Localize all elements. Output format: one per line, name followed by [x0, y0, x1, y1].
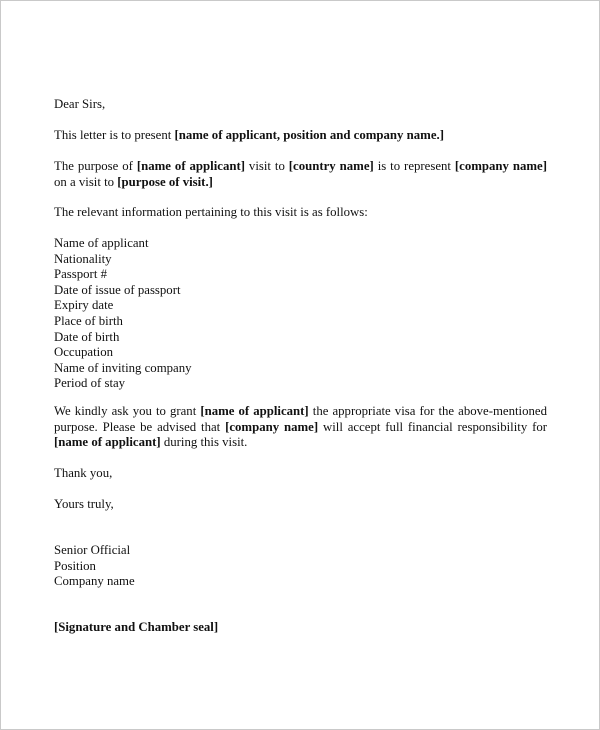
info-field: Passport #	[54, 267, 107, 282]
info-field: Date of birth	[54, 329, 120, 344]
intro-paragraph	[54, 128, 547, 144]
info-field-list	[54, 236, 547, 392]
closing-line: Yours truly,	[54, 497, 114, 511]
purpose-placeholder-country: [country name]	[288, 159, 374, 173]
info-field: Name of inviting company	[54, 360, 192, 375]
purpose-text-4: on a visit to	[54, 174, 118, 189]
thanks-line: Thank you,	[54, 466, 113, 480]
purpose-text-1: The purpose of	[54, 159, 137, 173]
signatory-title: Senior Official	[54, 543, 131, 557]
request-placeholder-applicant: [name of applicant]	[200, 404, 309, 418]
purpose-text-2: visit to	[244, 159, 289, 173]
request-text-4: during this visit.	[160, 435, 248, 450]
salutation: Dear Sirs,	[54, 97, 106, 111]
info-field: Expiry date	[54, 298, 114, 313]
signatory-company: Company name	[54, 574, 135, 589]
request-text-2: the appropriate visa for the above-mentioned purpose. Please be advised that	[54, 404, 547, 434]
request-placeholder-applicant-2: [name of applicant]	[54, 435, 161, 450]
info-field: Period of stay	[54, 376, 126, 391]
signature-placeholder	[54, 620, 547, 636]
info-field: Nationality	[54, 251, 112, 266]
purpose-placeholder-visit: [purpose of visit.]	[117, 174, 213, 189]
request-paragraph	[54, 404, 547, 451]
signature-placeholder-text: [Signature and Chamber seal]	[54, 620, 219, 634]
info-field: Name of applicant	[54, 236, 149, 250]
info-field: Place of birth	[54, 313, 123, 328]
info-field: Occupation	[54, 345, 113, 360]
signatory-block	[54, 543, 547, 590]
purpose-text-3: is to represent	[373, 159, 455, 173]
request-text-1: We kindly ask you to grant	[54, 404, 201, 418]
purpose-placeholder-applicant: [name of applicant]	[136, 159, 245, 173]
request-placeholder-company: [company name]	[225, 419, 319, 434]
info-field: Date of issue of passport	[54, 282, 181, 297]
intro-placeholder: [name of applicant, position and company name.]	[174, 128, 444, 142]
purpose-placeholder-company: [company name]	[454, 159, 547, 173]
purpose-paragraph	[54, 159, 547, 190]
info-intro: The relevant information pertaining to this visit is as follows:	[54, 205, 368, 219]
intro-text: This letter is to present	[54, 128, 175, 142]
signatory-position: Position	[54, 558, 96, 573]
request-text-3: will accept full financial responsibility for	[318, 419, 547, 434]
